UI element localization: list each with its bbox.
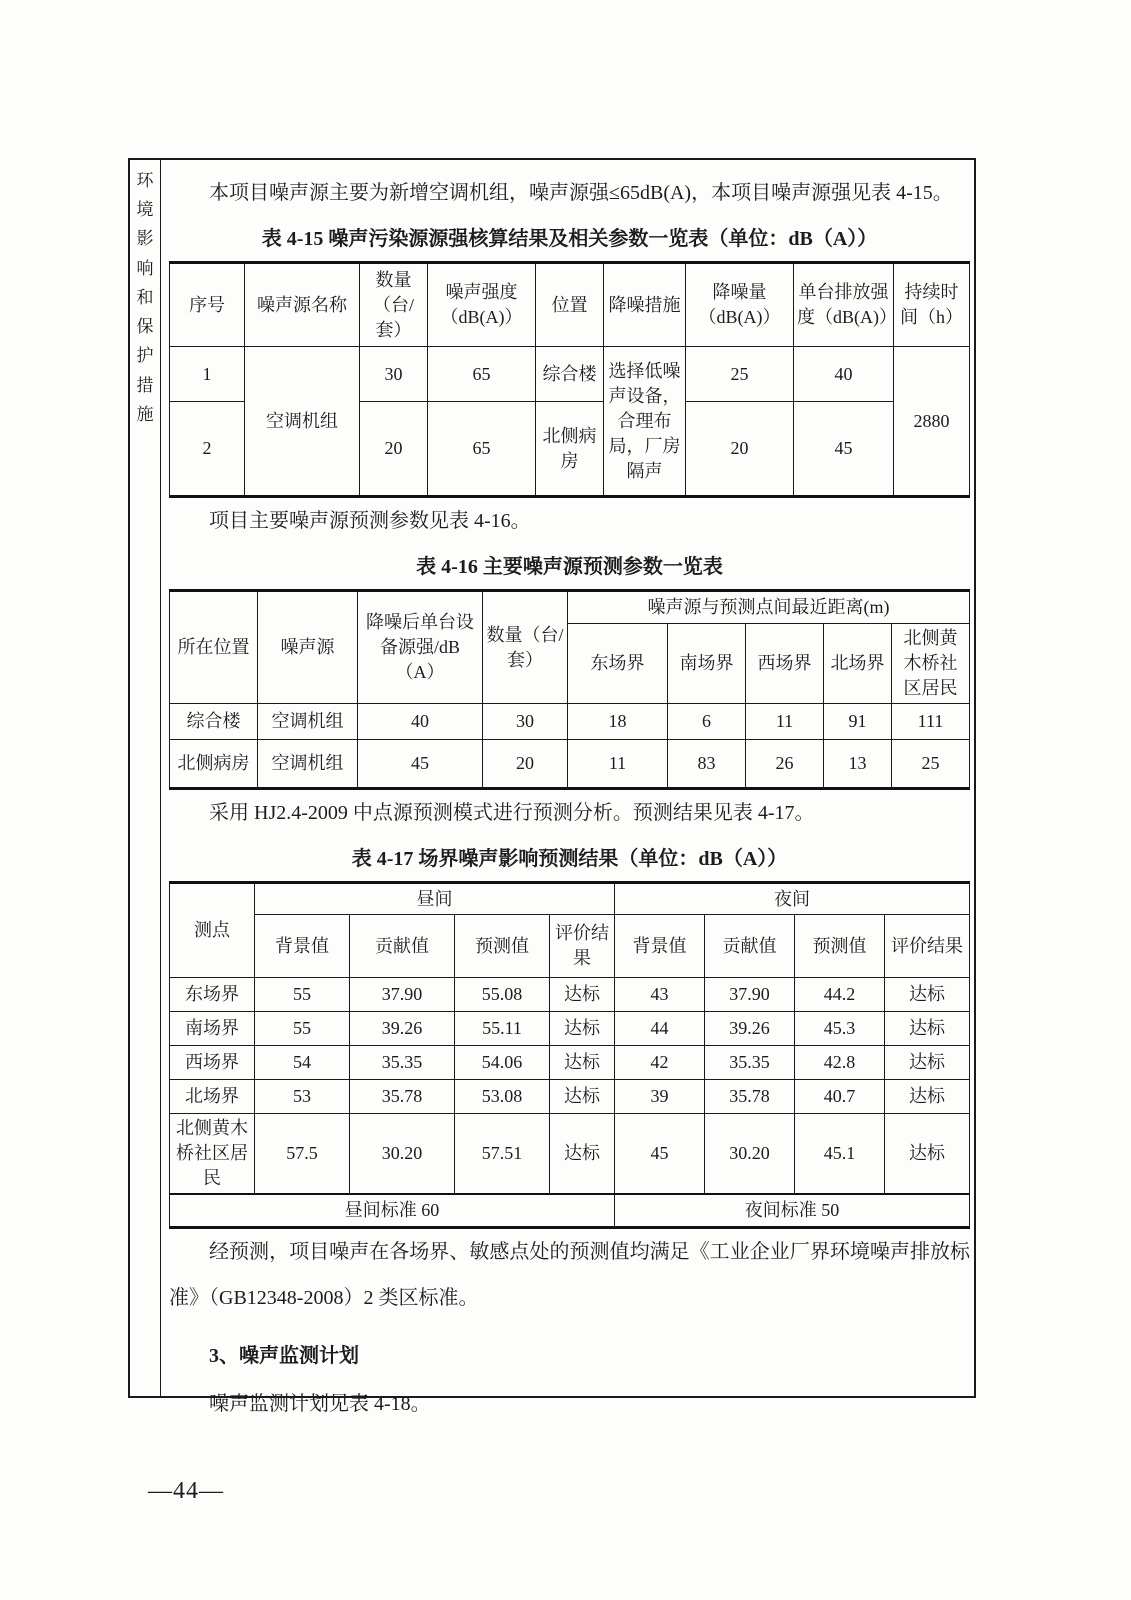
table-cell: 40.7 [795,1080,885,1114]
column-header-group-night: 夜间 [615,883,970,915]
column-header: 降噪后单台设备源强/dB（A） [358,591,483,704]
table-cell: 空调机组 [258,740,358,789]
table-417-footer-row [170,1194,970,1227]
column-header: 北侧黄木桥社区居民 [892,624,970,704]
table-row [170,1012,970,1046]
table-cell: 北侧病房 [170,740,258,789]
see-table-418-paragraph: 噪声监测计划见表 4-18。 [209,1392,431,1415]
table-cell: 11 [746,704,824,740]
column-header: 数量（台/套） [360,263,428,347]
table-415 [169,261,970,498]
table-cell: 达标 [550,1012,615,1046]
column-header: 评价结果 [550,915,615,978]
table-cell: 30 [483,704,568,740]
day-standard-cell: 昼间标准 60 [170,1194,615,1227]
table-cell-merged-measure: 选择低噪声设备，合理布局，厂房隔声 [604,347,686,497]
column-header: 背景值 [615,915,705,978]
table-cell: 达标 [885,978,970,1012]
table-415-header-row [170,263,970,347]
table-row [170,978,970,1012]
table-cell: 54 [255,1046,350,1080]
column-header: 南场界 [668,624,746,704]
column-header: 测点 [170,883,255,978]
table-row [170,704,970,740]
table-cell: 54.06 [455,1046,550,1080]
table-416-title: 表 4-16 主要噪声源预测参数一览表 [416,556,723,578]
table-cell: 达标 [550,978,615,1012]
table-cell: 45 [615,1114,705,1195]
table-cell: 综合楼 [536,347,604,402]
table-cell: 43 [615,978,705,1012]
column-header: 数量（台/套） [483,591,568,704]
intro-paragraph: 本项目噪声源主要为新增空调机组，噪声源强≤65dB(A)，本项目噪声源强见表 4-15。 [209,182,953,204]
content-area [161,160,978,1415]
table-cell: 25 [892,740,970,789]
column-header: 所在位置 [170,591,258,704]
column-header: 降噪措施 [604,263,686,347]
table-cell: 35.35 [705,1046,795,1080]
column-header: 东场界 [568,624,668,704]
table-cell: 30 [360,347,428,402]
column-header-group-day: 昼间 [255,883,615,915]
table-cell: 39 [615,1080,705,1114]
section-heading-noise-monitoring: 3、噪声监测计划 [209,1344,359,1367]
table-cell: 空调机组 [258,704,358,740]
table-cell: 综合楼 [170,704,258,740]
table-417-header-row-1 [170,883,970,915]
table-cell: 42 [615,1046,705,1080]
table-cell: 40 [358,704,483,740]
table-cell: 26 [746,740,824,789]
table-cell: 达标 [885,1046,970,1080]
table-cell-merged-duration: 2880 [894,347,970,497]
column-header: 噪声源名称 [245,263,360,347]
see-table-416-paragraph: 项目主要噪声源预测参数见表 4-16。 [209,510,531,532]
column-header: 西场界 [746,624,824,704]
table-cell: 55 [255,978,350,1012]
table-row [170,1080,970,1114]
column-header: 评价结果 [885,915,970,978]
see-table-417-paragraph: 采用 HJ2.4-2009 中点源预测模式进行预测分析。预测结果见表 4-17。 [209,802,815,824]
table-cell: 2 [170,402,245,497]
table-cell: 55 [255,1012,350,1046]
table-cell: 55.08 [455,978,550,1012]
column-header: 降噪量（dB(A)） [686,263,794,347]
table-cell: 北侧病房 [536,402,604,497]
table-417-header-row-2 [170,915,970,978]
table-row [170,347,970,402]
table-415-title: 表 4-15 噪声污染源源强核算结果及相关参数一览表（单位：dB（A）） [261,228,878,250]
table-cell: 37.90 [705,978,795,1012]
table-416-header-row-1 [170,591,970,624]
table-cell: 20 [483,740,568,789]
table-cell: 65 [428,347,536,402]
table-cell: 达标 [550,1046,615,1080]
column-header: 北场界 [824,624,892,704]
table-cell: 45.1 [795,1114,885,1195]
page-number: —44— [148,1478,224,1504]
table-cell: 20 [360,402,428,497]
table-cell: 39.26 [705,1012,795,1046]
column-header: 位置 [536,263,604,347]
table-cell: 45.3 [795,1012,885,1046]
column-header: 贡献值 [350,915,455,978]
column-header: 预测值 [795,915,885,978]
table-cell: 达标 [550,1114,615,1195]
column-header: 持续时间（h） [894,263,970,347]
page-frame [128,158,976,1415]
table-cell: 40 [794,347,894,402]
column-header: 背景值 [255,915,350,978]
table-cell: 达标 [550,1080,615,1114]
column-header: 单台排放强度（dB(A)） [794,263,894,347]
column-header: 噪声源 [258,591,358,704]
table-row [170,1114,970,1195]
table-cell: 13 [824,740,892,789]
column-header: 噪声强度（dB(A)） [428,263,536,347]
table-cell: 65 [428,402,536,497]
table-cell: 25 [686,347,794,402]
column-header-group: 噪声源与预测点间最近距离(m) [568,591,970,624]
table-cell: 39.26 [350,1012,455,1046]
table-cell: 35.78 [350,1080,455,1114]
table-cell: 30.20 [350,1114,455,1195]
table-cell: 6 [668,704,746,740]
table-cell: 45 [358,740,483,789]
table-cell: 37.90 [350,978,455,1012]
sidebar-label: 环境影响和保护措施 [136,171,154,424]
table-cell: 57.51 [455,1114,550,1195]
table-row [170,1046,970,1080]
table-row [170,740,970,789]
table-cell: 南场界 [170,1012,255,1046]
table-cell: 35.78 [705,1080,795,1114]
table-cell: 30.20 [705,1114,795,1195]
table-cell-merged-source: 空调机组 [245,347,360,497]
table-cell: 53 [255,1080,350,1114]
table-cell: 57.5 [255,1114,350,1195]
table-cell: 东场界 [170,978,255,1012]
column-header: 序号 [170,263,245,347]
table-417-title: 表 4-17 场界噪声影响预测结果（单位：dB（A）） [351,848,788,870]
table-cell: 20 [686,402,794,497]
table-cell: 83 [668,740,746,789]
table-cell: 35.35 [350,1046,455,1080]
table-cell: 53.08 [455,1080,550,1114]
table-cell: 55.11 [455,1012,550,1046]
table-cell: 111 [892,704,970,740]
conclusion-paragraph: 经预测，项目噪声在各场界、敏感点处的预测值均满足《工业企业厂界环境噪声排放标准》（GB12348-2008）2 类区标准。 [169,1240,971,1309]
night-standard-cell: 夜间标准 50 [615,1194,970,1227]
table-cell: 11 [568,740,668,789]
table-cell: 达标 [885,1114,970,1195]
column-header: 预测值 [455,915,550,978]
table-cell: 达标 [885,1080,970,1114]
table-cell: 18 [568,704,668,740]
table-cell: 42.8 [795,1046,885,1080]
sidebar [130,160,161,1396]
column-header: 贡献值 [705,915,795,978]
table-cell: 1 [170,347,245,402]
table-cell: 44.2 [795,978,885,1012]
table-cell: 45 [794,402,894,497]
table-cell: 91 [824,704,892,740]
table-cell: 西场界 [170,1046,255,1080]
table-cell: 北场界 [170,1080,255,1114]
table-417 [169,881,970,1229]
table-416 [169,589,970,790]
table-cell: 北侧黄木桥社区居民 [170,1114,255,1195]
table-cell: 达标 [885,1012,970,1046]
table-cell: 44 [615,1012,705,1046]
